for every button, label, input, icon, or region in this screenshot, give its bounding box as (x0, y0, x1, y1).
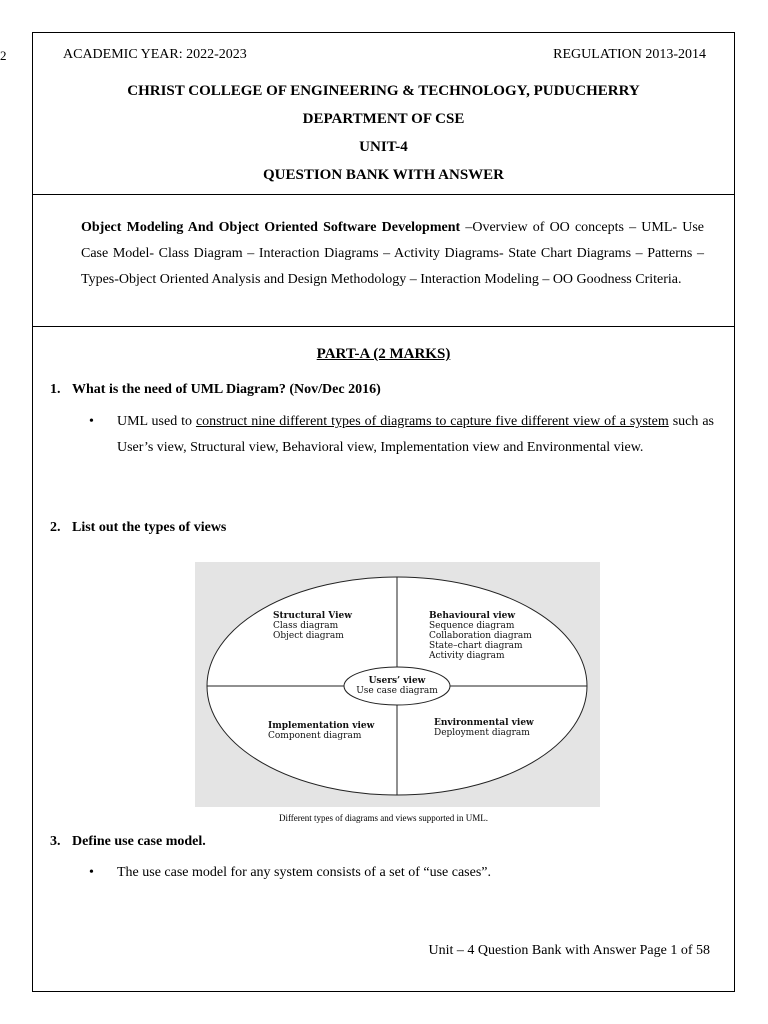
page-footer: Unit – 4 Question Bank with Answer Page 1 of 58 (428, 943, 710, 958)
part-title: PART-A (2 MARKS) (316, 346, 451, 362)
users-view-item: Use case diagram (356, 686, 438, 696)
structural-view-title: Structural View (273, 611, 352, 621)
question-1 (50, 382, 381, 398)
structural-item-2: Object diagram (273, 631, 344, 641)
question-number: 1. (50, 382, 61, 397)
behavioural-item-2: Collaboration diagram (429, 631, 532, 641)
document-title: QUESTION BANK WITH ANSWER (262, 167, 505, 183)
edge-page-mark: 2 (0, 48, 7, 63)
answer-underlined: construct nine different types of diagrams to capture five different view of a system (195, 414, 669, 429)
environmental-view-item: Deployment diagram (434, 728, 530, 738)
figure-caption: Different types of diagrams and views supported in UML. (278, 813, 489, 823)
answer-prefix: UML used to (117, 414, 196, 429)
answer-suffix: such as User’s view, Structural view, Behavioral view, Implementation view and Environmental view. (117, 414, 714, 455)
question-text: Define use case model. (72, 834, 206, 849)
question-text: What is the need of UML Diagram? (Nov/Dec 2016) (72, 382, 381, 397)
answer-text: The use case model for any system consists of a set of “use cases”. (117, 865, 491, 880)
syllabus-topics: –Overview of OO concepts – UML- Use Case Model- Class Diagram – Interaction Diagrams – Activity Diagrams- State Chart Diagrams – Patterns – Types-Object Oriented Analysis and Design Methodology – Interaction Modeling – OO Goodness Criteria. (81, 220, 705, 287)
implementation-view-title: Implementation view (268, 721, 375, 731)
bullet-dot-icon: • (89, 414, 94, 429)
unit-label: UNIT-4 (359, 139, 408, 155)
uml-views-svg (195, 562, 600, 807)
regulation: REGULATION 2013-2014 (553, 47, 706, 62)
answer-3-bullet (89, 860, 714, 886)
environmental-view-title: Environmental view (434, 718, 534, 728)
document-page (32, 32, 735, 992)
bullet-dot-icon: • (89, 865, 94, 880)
question-text: List out the types of views (72, 520, 227, 535)
behavioural-item-3: State–chart diagram (429, 641, 523, 651)
academic-year: ACADEMIC YEAR: 2022-2023 (63, 47, 247, 62)
behavioural-item-1: Sequence diagram (429, 621, 515, 631)
question-number: 2. (50, 520, 61, 535)
implementation-view-item: Component diagram (268, 731, 362, 741)
structural-item-1: Class diagram (273, 621, 339, 631)
behavioural-item-4: Activity diagram (429, 651, 505, 661)
question-number: 3. (50, 834, 61, 849)
answer-1-bullet (89, 409, 714, 461)
syllabus-heading: Object Modeling And Object Oriented Software Development (81, 220, 461, 235)
page-header (33, 33, 734, 195)
department-name: DEPARTMENT OF CSE (302, 111, 465, 127)
uml-views-diagram (195, 562, 600, 807)
college-name: CHRIST COLLEGE OF ENGINEERING & TECHNOLOGY, PUDUCHERRY (127, 83, 640, 99)
answer-text (89, 409, 714, 461)
behavioural-view-title: Behavioural view (429, 611, 516, 621)
question-2 (50, 520, 226, 536)
users-view-title: Users’ view (368, 676, 426, 686)
question-3 (50, 834, 206, 850)
syllabus-block (33, 195, 734, 327)
